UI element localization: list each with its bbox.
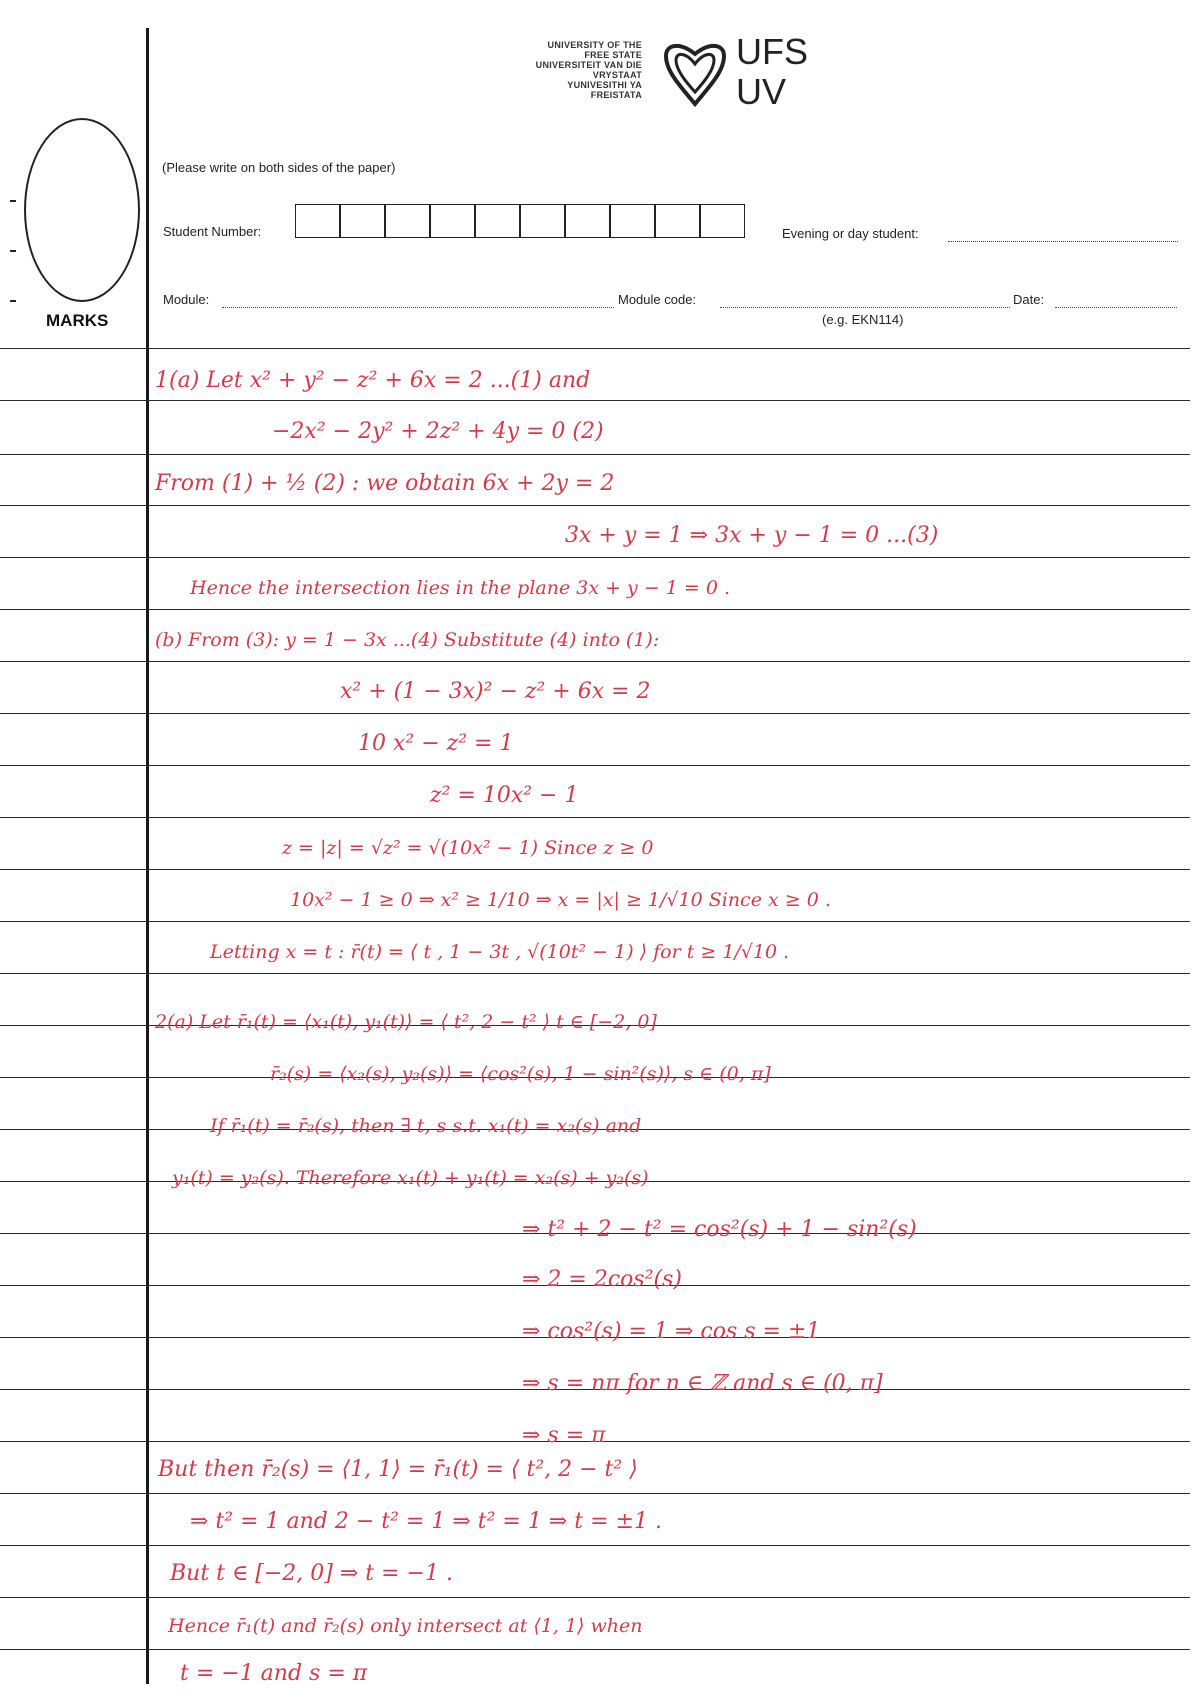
- ruled-line: [0, 557, 1190, 558]
- handwritten-line: Letting x = t : r̄(t) = ⟨ t , 1 − 3t , √(10t² − 1) ⟩ for t ≥ 1/√10 .: [210, 941, 790, 963]
- module-code-example: (e.g. EKN114): [822, 312, 904, 327]
- ruled-line: [0, 921, 1190, 922]
- handwritten-line: But t ∈ [−2, 0] ⇒ t = −1 .: [170, 1561, 453, 1586]
- marks-oval: [24, 118, 140, 302]
- ruled-line: [0, 1545, 1190, 1546]
- ruled-line: [0, 869, 1190, 870]
- handwritten-line: 10 x² − z² = 1: [358, 731, 514, 756]
- student-number-box[interactable]: [700, 204, 745, 238]
- date-field[interactable]: [1055, 306, 1177, 308]
- student-number-box[interactable]: [565, 204, 610, 238]
- handwritten-line: (b) From (3): y = 1 − 3x ...(4) Substitute (4) into (1):: [155, 629, 660, 651]
- ruled-line: [0, 1597, 1190, 1598]
- handwritten-line: 10x² − 1 ≥ 0 ⇒ x² ≥ 1/10 ⇒ x = |x| ≥ 1/√10 Since x ≥ 0 .: [290, 889, 831, 911]
- tick-mark: [10, 300, 16, 302]
- student-number-box[interactable]: [655, 204, 700, 238]
- ruled-line: [0, 454, 1190, 455]
- ufs-logo-icon: [660, 38, 730, 110]
- ruled-line: [0, 713, 1190, 714]
- ruled-line: [0, 348, 1190, 349]
- evening-day-field[interactable]: [948, 240, 1178, 242]
- handwritten-line: x² + (1 − 3x)² − z² + 6x = 2: [340, 679, 651, 704]
- handwritten-line: From (1) + ½ (2) : we obtain 6x + 2y = 2: [155, 471, 615, 496]
- handwritten-line: z = |z| = √z² = √(10x² − 1) Since z ≥ 0: [282, 837, 654, 859]
- ruled-line: [0, 1649, 1190, 1650]
- module-code-label: Module code:: [618, 292, 697, 307]
- ruled-line: [0, 817, 1190, 818]
- logo-uv-text: UV: [736, 71, 787, 112]
- student-number-box[interactable]: [340, 204, 385, 238]
- handwritten-line: −2x² − 2y² + 2z² + 4y = 0 (2): [272, 419, 604, 444]
- handwritten-line: ⇒ t² + 2 − t² = cos²(s) + 1 − sin²(s): [522, 1217, 917, 1242]
- handwritten-line: ⇒ 2 = 2cos²(s): [522, 1267, 682, 1292]
- handwritten-line: ⇒ t² = 1 and 2 − t² = 1 ⇒ t² = 1 ⇒ t = ±1 .: [190, 1509, 662, 1534]
- handwritten-line: 3x + y = 1 ⇒ 3x + y − 1 = 0 ...(3): [565, 523, 939, 548]
- ruled-line: [0, 505, 1190, 506]
- module-label: Module:: [163, 292, 210, 307]
- student-number-box[interactable]: [610, 204, 655, 238]
- module-field[interactable]: [222, 306, 614, 308]
- handwritten-line: t = −1 and s = π: [180, 1661, 368, 1686]
- margin-line: [146, 28, 149, 1684]
- ruled-line: [0, 765, 1190, 766]
- handwritten-line: 1(a) Let x² + y² − z² + 6x = 2 ...(1) and: [155, 368, 591, 393]
- ruled-line: [0, 661, 1190, 662]
- handwritten-line: 2(a) Let r̄₁(t) = ⟨x₁(t), y₁(t)⟩ = ⟨ t², 2 − t² ⟩ t ∈ [−2, 0]: [155, 1011, 657, 1033]
- student-number-box[interactable]: [385, 204, 430, 238]
- ruled-line: [0, 1493, 1190, 1494]
- marks-label: MARKS: [46, 311, 109, 330]
- handwritten-line: But then r̄₂(s) = ⟨1, 1⟩ = r̄₁(t) = ⟨ t², 2 − t² ⟩: [158, 1457, 638, 1482]
- handwritten-line: If r̄₁(t) = r̄₂(s), then ∃ t, s s.t. x₁(t) = x₂(s) and: [210, 1115, 642, 1137]
- ruled-line: [0, 609, 1190, 610]
- instruction-text: (Please write on both sides of the paper): [162, 160, 396, 175]
- handwritten-line: ⇒ cos²(s) = 1 ⇒ cos s = ±1: [522, 1319, 821, 1344]
- student-number-box[interactable]: [430, 204, 475, 238]
- student-number-box[interactable]: [295, 204, 340, 238]
- tick-mark: [10, 250, 16, 252]
- logo-ufs-text: UFS: [736, 31, 808, 72]
- date-label: Date:: [1013, 292, 1045, 307]
- student-number-box[interactable]: [520, 204, 565, 238]
- handwritten-line: r̄₂(s) = ⟨x₂(s), y₂(s)⟩ = ⟨cos²(s), 1 − sin²(s)⟩, s ∈ (0, π]: [270, 1063, 771, 1085]
- handwritten-line: ⇒ s = π: [522, 1423, 606, 1448]
- student-number-label: Student Number:: [163, 224, 262, 239]
- evening-day-label: Evening or day student:: [782, 226, 919, 241]
- ruled-line: [0, 400, 1190, 401]
- handwritten-line: Hence the intersection lies in the plane 3x + y − 1 = 0 .: [190, 577, 731, 599]
- tick-mark: [10, 200, 16, 202]
- ruled-line: [0, 973, 1190, 974]
- module-code-field[interactable]: [720, 306, 1010, 308]
- handwritten-line: Hence r̄₁(t) and r̄₂(s) only intersect at ⟨1, 1⟩ when: [168, 1615, 643, 1637]
- student-number-box[interactable]: [475, 204, 520, 238]
- handwritten-line: z² = 10x² − 1: [430, 783, 579, 808]
- handwritten-line: ⇒ s = nπ for n ∈ ℤ and s ∈ (0, π]: [522, 1371, 883, 1396]
- handwritten-line: y₁(t) = y₂(s). Therefore x₁(t) + y₁(t) = x₂(s) + y₂(s): [172, 1167, 649, 1189]
- university-name: UNIVERSITY OF THE FREE STATE UNIVERSITEIT VAN DIE VRYSTAAT YUNIVESITHI YA FREISTATA: [535, 40, 642, 100]
